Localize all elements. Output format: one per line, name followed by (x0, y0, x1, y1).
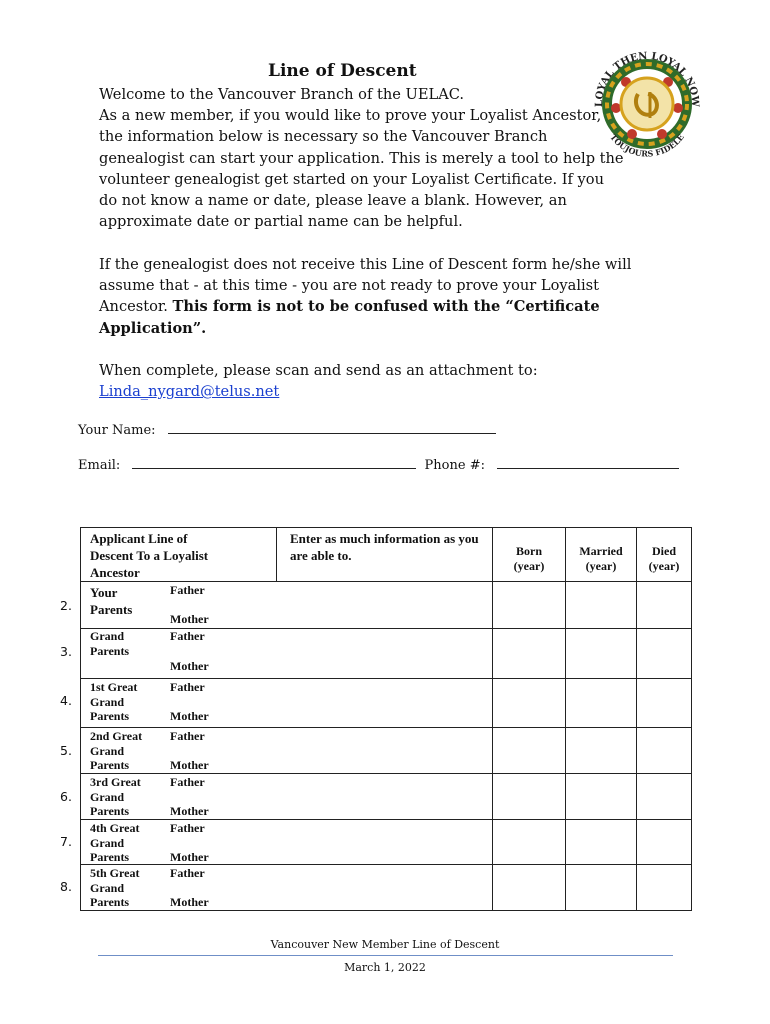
row-number: 7. (60, 834, 72, 849)
header-married: Married (year) (566, 528, 637, 582)
married-cell[interactable] (566, 629, 637, 679)
intro-paragraph (99, 84, 624, 232)
header-born: Born (year) (493, 528, 566, 582)
name-field[interactable] (168, 422, 496, 434)
born-cell[interactable] (493, 679, 566, 728)
married-cell[interactable] (566, 582, 637, 629)
generation-cell: Grand Parents Father Mother (81, 629, 493, 679)
born-cell[interactable] (493, 629, 566, 679)
table-row (81, 820, 692, 865)
notice-text: If the genealogist does not receive this Line of Descent form he/she will assume that - at this time - you are not ready to prove your Loyalist Ancestor. (99, 256, 632, 316)
logo-top-text: LOYAL THEN LOYAL NOW (593, 50, 701, 108)
died-cell[interactable] (637, 774, 692, 820)
row-number: 8. (60, 879, 72, 894)
page-title: Line of Descent (268, 61, 417, 81)
married-cell[interactable] (566, 679, 637, 728)
welcome-line: Welcome to the Vancouver Branch of the UELAC. (99, 86, 465, 103)
married-cell[interactable] (566, 728, 637, 774)
footer-date: March 1, 2022 (344, 961, 426, 974)
married-cell[interactable] (566, 865, 637, 911)
born-cell[interactable] (493, 865, 566, 911)
generation-cell: 5th Great Grand Parents Father Mother (81, 865, 493, 911)
notice-bold: This form is not to be confused with the “Certificate Application”. (99, 298, 600, 337)
born-cell[interactable] (493, 820, 566, 865)
email-label: Email: (78, 458, 121, 473)
born-cell[interactable] (493, 728, 566, 774)
row-number: 6. (60, 789, 72, 804)
generation-cell: 3rd Great Grand Parents Father Mother (81, 774, 493, 820)
phone-field[interactable] (497, 457, 679, 469)
died-cell[interactable] (637, 865, 692, 911)
table-row (81, 865, 692, 911)
died-cell[interactable] (637, 679, 692, 728)
generation-cell: 2nd Great Grand Parents Father Mother (81, 728, 493, 774)
name-field-row (78, 422, 496, 438)
died-cell[interactable] (637, 728, 692, 774)
generation-cell: 1st Great Grand Parents Father Mother (81, 679, 493, 728)
table-row (81, 774, 692, 820)
table-row (81, 728, 692, 774)
row-number: 3. (60, 644, 72, 659)
footer-title: Vancouver New Member Line of Descent (270, 938, 500, 951)
married-cell[interactable] (566, 774, 637, 820)
row-number: 5. (60, 743, 72, 758)
header-enter-info: Enter as much information as you are able to. (277, 528, 493, 582)
footer-divider (98, 955, 673, 956)
married-cell[interactable] (566, 820, 637, 865)
header-applicant-line: Applicant Line of Descent To a Loyalist Ancestor (81, 528, 277, 582)
notice-paragraph (99, 254, 659, 339)
name-label: Your Name: (78, 423, 156, 438)
email-phone-row (78, 457, 679, 473)
row-number: 4. (60, 693, 72, 708)
email-field[interactable] (132, 457, 416, 469)
send-text: When complete, please scan and send as an attachment to: (99, 362, 538, 379)
phone-label: Phone #: (424, 458, 485, 473)
died-cell[interactable] (637, 582, 692, 629)
generation-cell: 4th Great Grand Parents Father Mother (81, 820, 493, 865)
died-cell[interactable] (637, 820, 692, 865)
born-cell[interactable] (493, 582, 566, 629)
table-row (81, 679, 692, 728)
email-link[interactable]: Linda_nygard@telus.net (99, 383, 280, 401)
table-row (81, 582, 692, 629)
descent-table (80, 527, 692, 911)
generation-cell: Your Parents Father Mother (81, 582, 493, 629)
table-row (81, 629, 692, 679)
header-died: Died (year) (637, 528, 692, 582)
died-cell[interactable] (637, 629, 692, 679)
row-number: 2. (60, 598, 72, 613)
intro-text: As a new member, if you would like to prove your Loyalist Ancestor, the information below is necessary so the Vancouver Branch genealogist can start your application. This is merely a tool to help the volunteer genealogist get started on your Loyalist Certificate. If you do not know a name or date, please leave a blank. However, an approximate date or partial name can be helpful. (99, 107, 624, 231)
born-cell[interactable] (493, 774, 566, 820)
logo-bottom-text: TOUJOURS FIDELE (608, 132, 686, 159)
send-paragraph (99, 360, 619, 402)
